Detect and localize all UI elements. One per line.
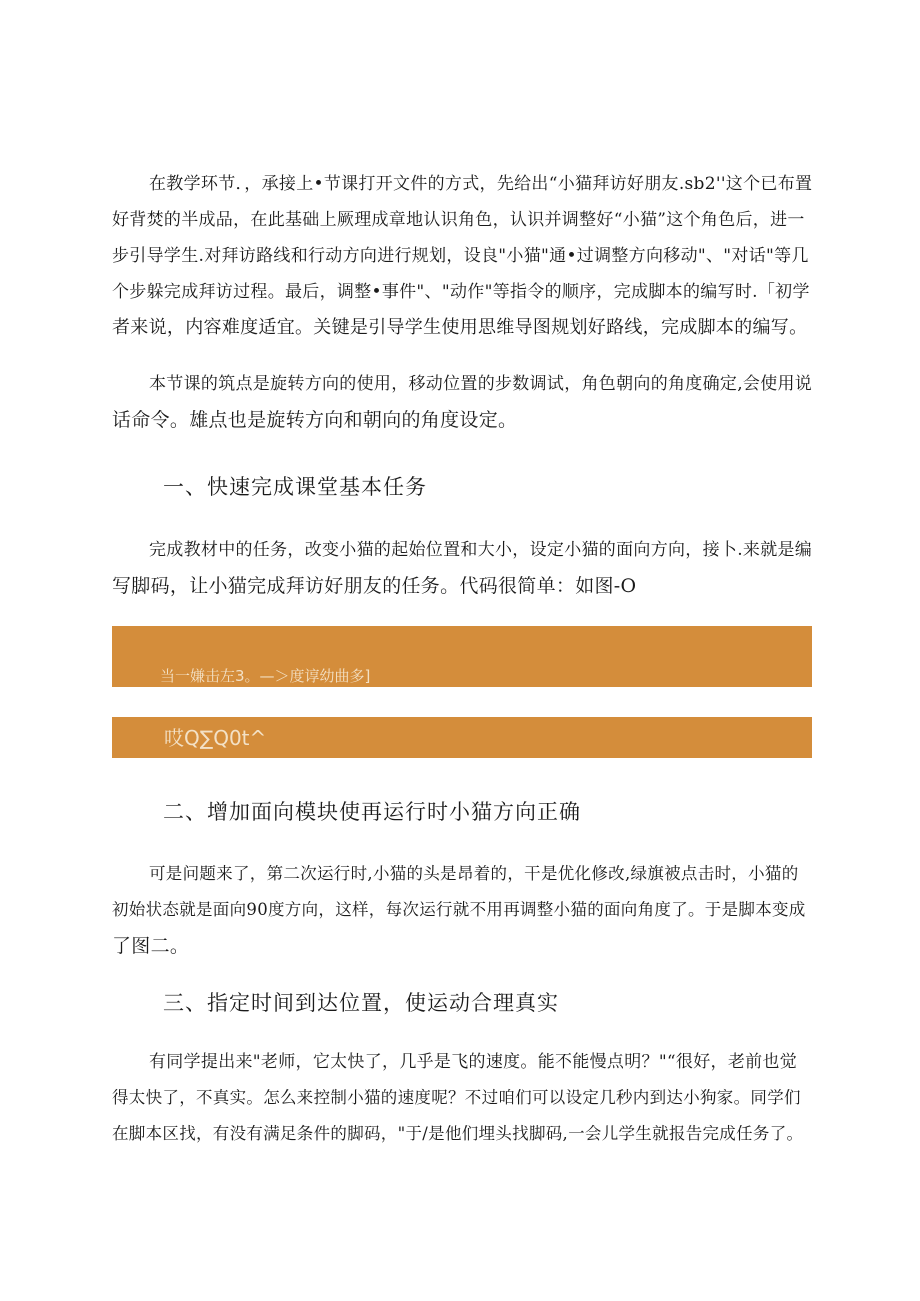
keypoints-line-1: 本节课的筑点是旋转方向的使用，移动位置的步数调试，角色朝向的角度确定,会使用说 (149, 374, 813, 394)
section1-heading: 一、快速完成课堂基本任务 (163, 475, 427, 499)
code-image-text-2: 哎Q∑Q0t^ (164, 726, 267, 750)
section3-paragraph (112, 1044, 812, 1152)
intro-line-4: 个步躲完成拜访过程。最后，调整•事件"、"动作"等指令的顺序，完成脚本的编写时.「初学 (112, 282, 810, 302)
section1-paragraph (112, 532, 812, 604)
section2-line-2: 初始状态就是面向90度方向，这样，每次运行就不用再调整小猫的面向角度了。于是脚本变成 (112, 900, 806, 919)
section1-line-2: 写脚码，让小猫完成拜访好朋友的任务。代码很简单：如图-O (112, 575, 637, 597)
section3-line-1: 有同学提出来"老师，它太快了，几乎是飞的速度。能不能慢点明？"“很好，老前也觉 (149, 1052, 798, 1072)
code-image-bar-2 (112, 717, 812, 758)
intro-line-5: 者来说，内容难度适宜。关键是引导学生使用思维导图规划好路线，完成脚本的编写。 (112, 317, 808, 338)
code-image-text-1: 当一嫌击左3。—＞度谆幼曲多] (160, 667, 371, 685)
code-image-bar-1 (112, 626, 812, 687)
section3-line-2: 得太快了，不真实。怎么来控制小猫的速度呢？不过咱们可以设定几秒内到达小狗家。同学们 (112, 1088, 801, 1107)
intro-paragraph (112, 166, 812, 346)
section1-line-1: 完成教材中的任务，改变小猫的起始位置和大小，设定小猫的面向方向，接卜.来就是编 (149, 540, 813, 560)
section3-line-3: 在脚本区找，有没有满足条件的脚码，"于/是他们埋头找脚码,一会儿学生就报告完成任务了。 (112, 1124, 804, 1143)
keypoints-paragraph (112, 366, 812, 438)
section2-heading: 二、增加面向模块使再运行时小猫方向正确 (163, 800, 581, 824)
keypoints-line-2: 话命令。雄点也是旋转方向和朝向的角度设定。 (112, 409, 518, 431)
section3-heading: 三、指定时间到达位置，使运动合理真实 (163, 991, 559, 1015)
intro-line-3: 步引导学生.对拜访路线和行动方向进行规划，设良"小猫"通•过调整方向移动"、"对话"等几 (112, 246, 809, 266)
section2-line-3: 了图二。 (112, 935, 190, 957)
intro-line-2: 好背焚的半成品，在此基础上厥理成章地认识角色，认识并调整好“小猫”这个角色后，进一 (112, 210, 805, 230)
section2-line-1: 可是问题来了，第二次运行时,小猫的头是昂着的，干是优化修改,绿旗被点击时，小猫的 (149, 864, 799, 883)
intro-line-1: 在教学环节．，承接上•节课打开文件的方式，先给出“小猫拜访好朋友.sb2''这个已布置 (149, 174, 813, 194)
section2-paragraph (112, 856, 812, 964)
